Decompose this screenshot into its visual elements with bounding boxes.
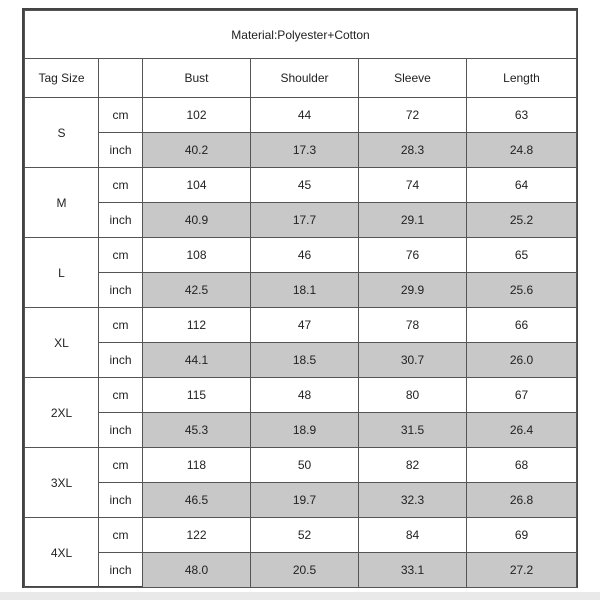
shoulder-inch-cell: 18.1 xyxy=(251,273,359,308)
size-chart xyxy=(22,8,578,588)
unit-cell-inch: inch xyxy=(99,203,143,238)
shoulder-cm-cell: 47 xyxy=(251,308,359,343)
sleeve-cm-cell: 74 xyxy=(359,168,467,203)
table-row xyxy=(25,238,577,273)
tag-size-cell: 4XL xyxy=(25,518,99,588)
table-row xyxy=(25,518,577,553)
table-title: Material:Polyester+Cotton xyxy=(25,11,577,59)
bust-cm-cell: 112 xyxy=(143,308,251,343)
header-tag-size: Tag Size xyxy=(25,59,99,98)
length-inch-cell: 25.6 xyxy=(467,273,577,308)
table-row xyxy=(25,343,577,378)
unit-cell-inch: inch xyxy=(99,483,143,518)
shoulder-cm-cell: 45 xyxy=(251,168,359,203)
header-shoulder: Shoulder xyxy=(251,59,359,98)
sleeve-cm-cell: 84 xyxy=(359,518,467,553)
length-inch-cell: 26.4 xyxy=(467,413,577,448)
length-cm-cell: 64 xyxy=(467,168,577,203)
shoulder-inch-cell: 18.5 xyxy=(251,343,359,378)
table-row xyxy=(25,168,577,203)
bust-inch-cell: 48.0 xyxy=(143,553,251,588)
bust-cm-cell: 118 xyxy=(143,448,251,483)
tag-size-cell: 3XL xyxy=(25,448,99,518)
length-cm-cell: 66 xyxy=(467,308,577,343)
shoulder-inch-cell: 17.3 xyxy=(251,133,359,168)
length-inch-cell: 26.0 xyxy=(467,343,577,378)
shoulder-inch-cell: 18.9 xyxy=(251,413,359,448)
sleeve-cm-cell: 72 xyxy=(359,98,467,133)
length-cm-cell: 69 xyxy=(467,518,577,553)
header-length: Length xyxy=(467,59,577,98)
unit-cell-cm: cm xyxy=(99,448,143,483)
shoulder-cm-cell: 44 xyxy=(251,98,359,133)
header-sleeve: Sleeve xyxy=(359,59,467,98)
table-row xyxy=(25,413,577,448)
sleeve-cm-cell: 78 xyxy=(359,308,467,343)
unit-cell-cm: cm xyxy=(99,308,143,343)
shoulder-inch-cell: 17.7 xyxy=(251,203,359,238)
table-row xyxy=(25,308,577,343)
table-row xyxy=(25,448,577,483)
table-row xyxy=(25,133,577,168)
unit-cell-inch: inch xyxy=(99,133,143,168)
unit-cell-cm: cm xyxy=(99,98,143,133)
bust-inch-cell: 42.5 xyxy=(143,273,251,308)
tag-size-cell: S xyxy=(25,98,99,168)
table-row xyxy=(25,273,577,308)
sleeve-cm-cell: 76 xyxy=(359,238,467,273)
sleeve-cm-cell: 80 xyxy=(359,378,467,413)
bust-inch-cell: 40.9 xyxy=(143,203,251,238)
sleeve-inch-cell: 29.9 xyxy=(359,273,467,308)
unit-cell-cm: cm xyxy=(99,518,143,553)
length-inch-cell: 27.2 xyxy=(467,553,577,588)
shoulder-cm-cell: 52 xyxy=(251,518,359,553)
bust-inch-cell: 40.2 xyxy=(143,133,251,168)
table-row xyxy=(25,98,577,133)
table-row xyxy=(25,378,577,413)
bust-cm-cell: 104 xyxy=(143,168,251,203)
sleeve-inch-cell: 29.1 xyxy=(359,203,467,238)
table-row xyxy=(25,483,577,518)
unit-cell-inch: inch xyxy=(99,413,143,448)
shoulder-cm-cell: 48 xyxy=(251,378,359,413)
unit-cell-inch: inch xyxy=(99,273,143,308)
shoulder-cm-cell: 46 xyxy=(251,238,359,273)
bust-inch-cell: 46.5 xyxy=(143,483,251,518)
table-row xyxy=(25,203,577,238)
tag-size-cell: XL xyxy=(25,308,99,378)
length-cm-cell: 63 xyxy=(467,98,577,133)
unit-cell-inch: inch xyxy=(99,553,143,588)
bust-inch-cell: 44.1 xyxy=(143,343,251,378)
sleeve-inch-cell: 33.1 xyxy=(359,553,467,588)
shoulder-cm-cell: 50 xyxy=(251,448,359,483)
shoulder-inch-cell: 20.5 xyxy=(251,553,359,588)
unit-cell-cm: cm xyxy=(99,238,143,273)
footer-strip xyxy=(0,592,600,600)
length-inch-cell: 24.8 xyxy=(467,133,577,168)
shoulder-inch-cell: 19.7 xyxy=(251,483,359,518)
unit-cell-inch: inch xyxy=(99,343,143,378)
length-cm-cell: 67 xyxy=(467,378,577,413)
sleeve-inch-cell: 31.5 xyxy=(359,413,467,448)
header-unit xyxy=(99,59,143,98)
size-table xyxy=(24,10,577,588)
length-inch-cell: 26.8 xyxy=(467,483,577,518)
sleeve-inch-cell: 28.3 xyxy=(359,133,467,168)
bust-inch-cell: 45.3 xyxy=(143,413,251,448)
unit-cell-cm: cm xyxy=(99,168,143,203)
bust-cm-cell: 115 xyxy=(143,378,251,413)
length-cm-cell: 68 xyxy=(467,448,577,483)
bust-cm-cell: 102 xyxy=(143,98,251,133)
sleeve-cm-cell: 82 xyxy=(359,448,467,483)
sleeve-inch-cell: 30.7 xyxy=(359,343,467,378)
sleeve-inch-cell: 32.3 xyxy=(359,483,467,518)
bust-cm-cell: 122 xyxy=(143,518,251,553)
bust-cm-cell: 108 xyxy=(143,238,251,273)
tag-size-cell: L xyxy=(25,238,99,308)
unit-cell-cm: cm xyxy=(99,378,143,413)
tag-size-cell: M xyxy=(25,168,99,238)
tag-size-cell: 2XL xyxy=(25,378,99,448)
length-inch-cell: 25.2 xyxy=(467,203,577,238)
table-row xyxy=(25,553,577,588)
length-cm-cell: 65 xyxy=(467,238,577,273)
header-bust: Bust xyxy=(143,59,251,98)
